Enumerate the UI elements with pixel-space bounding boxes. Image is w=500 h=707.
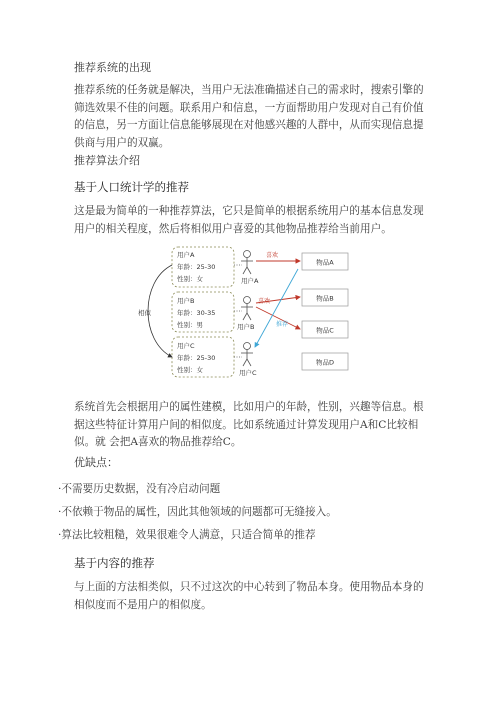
user-a-name: 用户A [177,251,195,259]
pros-cons-title: 优缺点： [74,456,118,469]
person-c-icon [241,343,253,367]
item-b-label: 物品B [316,294,334,303]
section-title-algorithms: 推荐算法介绍 [74,154,140,167]
item-d-label: 物品D [315,358,335,367]
person-b-label: 用户B [237,323,255,331]
demographic-recommendation-diagram [122,241,356,389]
user-c-gender: 性别：女 [177,366,203,374]
like-label-a: 喜欢 [266,252,279,259]
item-c-box [302,321,348,338]
section-title-intro: 推荐系统的出现 [74,61,151,74]
content-based-paragraph: 与上面的方法相类似，只不过这次的中心转到了物品本身。使用物品本身的相似度而不是用户的相似度。 [74,581,424,611]
similarity-arc [148,265,172,357]
item-b-box [302,289,348,306]
item-a-label: 物品A [316,258,334,267]
bullet-item-3: ·算法比较粗糙，效果很难令人满意，只适合简单的推荐 [58,529,316,541]
user-b-name: 用户B [177,297,195,305]
user-b-attributes [172,292,234,332]
user-c-attributes [172,337,234,377]
user-a-age: 年龄：25-30 [177,263,216,271]
after-figure-paragraph: 系统首先会根据用户的属性建模，比如用户的年龄，性别，兴趣等信息。根据这些特征计算用户间的相似度。比如系统通过计算发现用户A和C比较相似。就 会把A喜欢的物品推荐给C。 [74,401,424,448]
user-c-age: 年龄：25-30 [177,354,216,362]
person-c-label: 用户C [239,369,257,377]
intro-paragraph: 推荐系统的任务就是解决，当用户无法准确描述自己的需求时，搜索引擎的筛选效果不佳的问题。联系用户和信息，一方面帮助用户发现对自己有价值的信息，另一方面让信息能够展现在对他感兴趣的人群中，从而实现信息提供商与用户的双赢。 [74,84,424,149]
person-a-icon [241,251,253,275]
person-a-label: 用户A [241,277,259,285]
user-a-gender: 性别：女 [177,275,203,283]
recommend-label: 推荐 [276,321,289,328]
subsection-title-content: 基于内容的推荐 [74,556,155,570]
item-a-box [302,253,348,270]
bullet-item-2: ·不依赖于物品的属性，因此其他领域的问题都可无缝接入。 [58,506,337,518]
user-b-age: 年龄：30-35 [177,309,216,317]
user-a-attributes [172,247,234,287]
person-b-icon [241,297,253,321]
demographic-paragraph: 这是最为简单的一种推荐算法，它只是简单的根据系统用户的基本信息发现用户的相关程度，然后将相似用户喜爱的其他物品推荐给当前用户。 [74,205,424,235]
subsection-title-demographic: 基于人口统计学的推荐 [74,180,189,194]
like-label-b: 喜欢 [258,298,271,305]
item-c-label: 物品C [316,326,334,335]
user-b-gender: 性别：男 [177,321,203,329]
recommend-arrow [255,269,298,347]
similar-label: 相似 [138,309,151,317]
bullet-item-1: ·不需要历史数据，没有冷启动问题 [58,483,221,495]
item-d-box [302,353,348,370]
user-c-name: 用户C [177,342,195,350]
